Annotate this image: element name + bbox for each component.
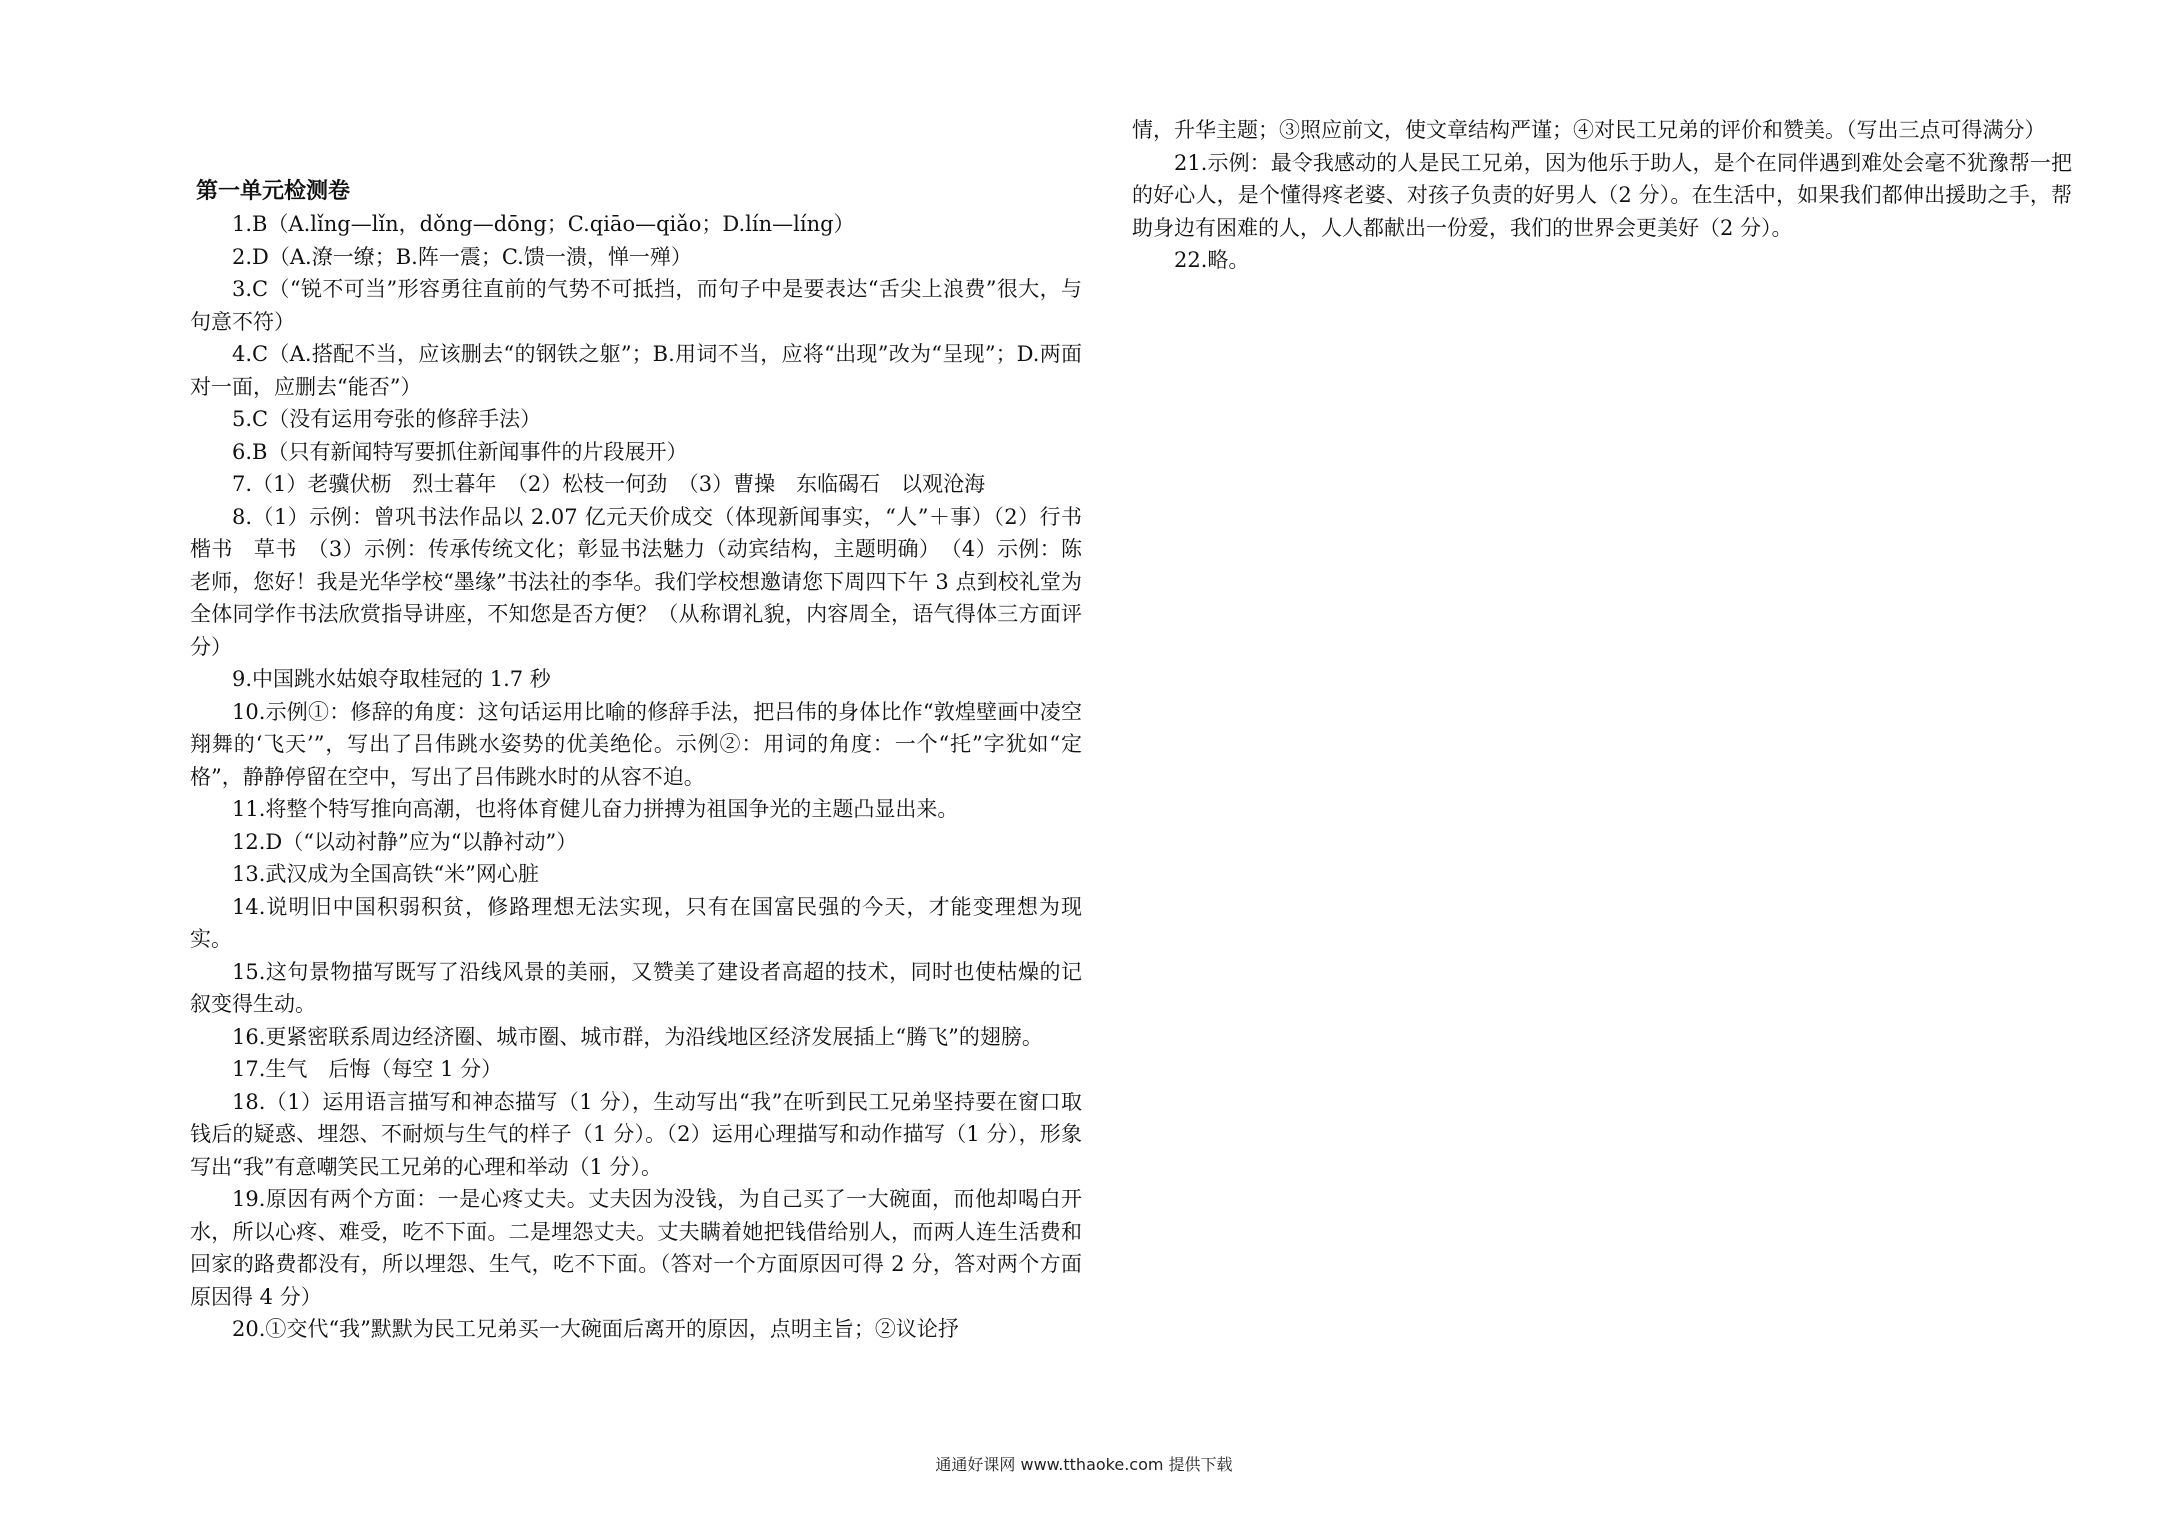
answer-item: 16.更紧密联系周边经济圈、城市圈、城市群，为沿线地区经济发展插上“腾飞”的翅膀。 <box>232 1024 1043 1049</box>
answer-item: 4.C（A.搭配不当，应该删去“的钢铁之躯”；B.用词不当，应将“出现”改为“呈现”；D.两面对一面，应删去“能否”） <box>190 342 1082 399</box>
answer-item: 20.①交代“我”默默为民工兄弟买一大碗面后离开的原因，点明主旨；②议论抒 <box>232 1317 959 1341</box>
answer-item: 17.生气 后悔（每空 1 分） <box>232 1057 503 1081</box>
right-column <box>1132 114 2072 277</box>
answer-item: 12.D（“以动衬静”应为“以静衬动”） <box>232 829 578 854</box>
answer-item: 18.（1）运用语言描写和神态描写（1 分），生动写出“我”在听到民工兄弟坚持要在窗口取钱后的疑惑、埋怨、不耐烦与生气的样子（1 分）。（2）运用心理描写和动作描写（1 分），形象写出“我”有意嘲笑民工兄弟的心理和举动（1 分）。 <box>190 1089 1082 1179</box>
answer-item: 19.原因有两个方面：一是心疼丈夫。丈夫因为没钱，为自己买了一大碗面，而他却喝白开水，所以心疼、难受，吃不下面。二是埋怨丈夫。丈夫瞒着她把钱借给别人，而两人连生活费和回家的路费都没有，所以埋怨、生气，吃不下面。（答对一个方面原因可得 2 分，答对两个方面原因得 4 分） <box>190 1187 1082 1309</box>
page-title: 第一单元检测卷 <box>196 179 351 204</box>
answer-item: 2.D（A.潦一缭；B.阵一震；C.馈一溃，惮一殚） <box>232 244 692 269</box>
answer-item: 13.武汉成为全国高铁“米”网心脏 <box>232 862 539 886</box>
answer-item: 10.示例①：修辞的角度：这句话运用比喻的修辞手法，把吕伟的身体比作“敦煌壁画中凌空翔舞的‘飞天’”，写出了吕伟跳水姿势的优美绝伦。示例②：用词的角度：一个“托”字犹如“定格”，静静停留在空中，写出了吕伟跳水时的从容不迫。 <box>190 699 1082 789</box>
left-answer-list <box>190 208 1103 1346</box>
answer-item: 7.（1）老骥伏枥 烈士暮年 （2）松枝一何劲 （3）曹操 东临碣石 以观沧海 <box>232 472 986 496</box>
answer-item: 5.C（没有运用夸张的修辞手法） <box>232 407 542 431</box>
left-column <box>190 176 1103 1346</box>
answer-item: 22.略。 <box>1174 248 1250 272</box>
answer-item: 9.中国跳水姑娘夺取桂冠的 1.7 秒 <box>232 667 551 691</box>
right-answer-list <box>1132 147 2072 277</box>
answer-item: 14.说明旧中国积弱积贫，修路理想无法实现，只有在国富民强的今天，才能变理想为现实。 <box>190 894 1082 951</box>
answer-item: 11.将整个特写推向高潮，也将体育健儿奋力拼搏为祖国争光的主题凸显出来。 <box>232 797 959 821</box>
answer-20-continuation: 情，升华主题；③照应前文，使文章结构严谨；④对民工兄弟的评价和赞美。（写出三点可得满分） <box>1132 118 2046 142</box>
answer-item: 21.示例：最令我感动的人是民工兄弟，因为他乐于助人，是个在同伴遇到难处会毫不犹豫帮一把的好心人，是个懂得疼老婆、对孩子负责的好男人（2 分）。在生活中，如果我们都伸出援助之手，帮助身边有困难的人，人人都献出一份爱，我们的世界会更美好（2 分）。 <box>1132 150 2072 240</box>
answer-item: 1.B（A.lǐng—lǐn，dǒng—dōng；C.qiāo—qiǎo；D.lín—líng） <box>232 212 855 236</box>
answer-item: 15.这句景物描写既写了沿线风景的美丽，又赞美了建设者高超的技术，同时也使枯燥的记叙变得生动。 <box>190 959 1082 1016</box>
answer-item: 3.C（“锐不可当”形容勇往直前的气势不可抵挡，而句子中是要表达“舌尖上浪费”很大，与句意不符） <box>190 277 1082 334</box>
answer-item: 8.（1）示例：曾巩书法作品以 2.07 亿元天价成交（体现新闻事实，“人”＋事）（2）行书 楷书 草书 （3）示例：传承传统文化；彰显书法魅力（动宾结构，主题明确） （4）示例：陈老师，您好！我是光华学校“墨缘”书法社的李华。我们学校想邀请您下周四下午 3 点到校礼堂为全体同学作书法欣赏指导讲座，不知您是否方便？（从称谓礼貌，内容周全，语气得体三方面评分） <box>190 504 1103 659</box>
answer-item: 6.B（只有新闻特写要抓住新闻事件的片段展开） <box>232 439 688 464</box>
footer-credit: 通通好课网 www.tthaoke.com 提供下载 <box>935 1455 1233 1474</box>
